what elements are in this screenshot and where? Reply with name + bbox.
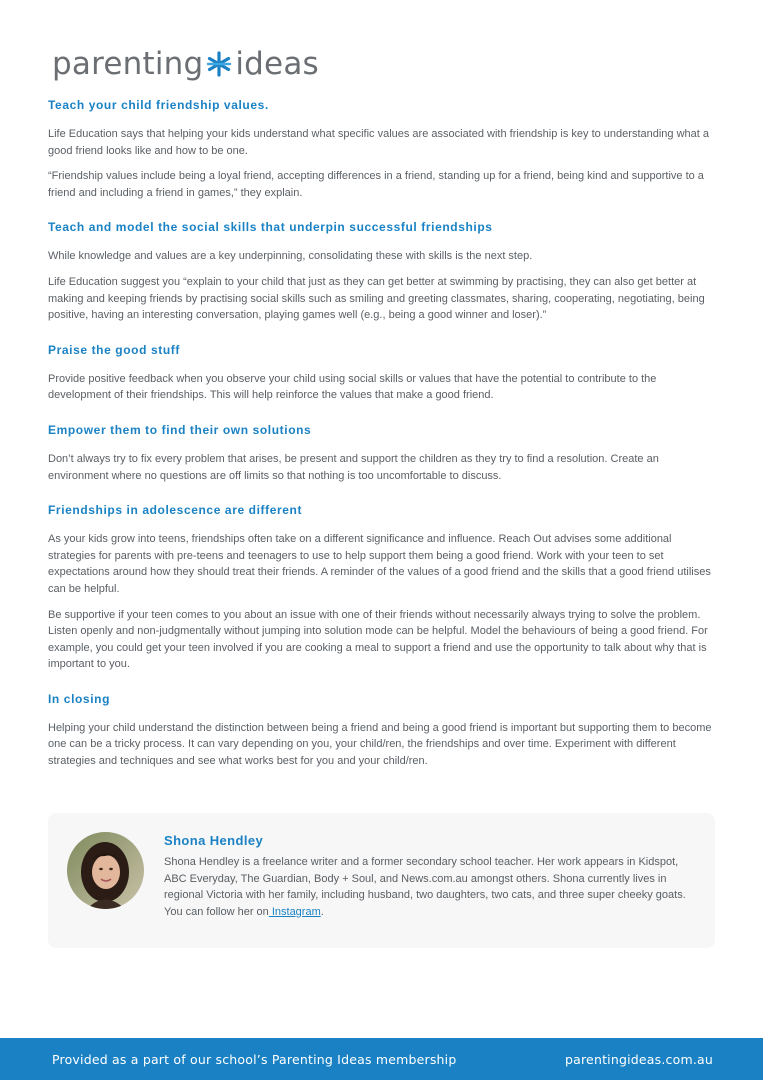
logo-text-right: ideas [235,46,319,82]
paragraph: As your kids grow into teens, friendships often take on a different significance and influence. Reach Out advises some additional strategies for parents with pre-teens and teenagers to use to help support them being a good friend. Work with your teen to set expectations around how they should treat their friends. A reminder of the values of a good friend and the skills that a good friend utilises can be helpful. [48,533,711,595]
paragraph: “Friendship values include being a loyal friend, accepting differences in a friend, standing up for a friend, being kind and supportive to a friend and including a friend in games,” they explain. [48,170,704,199]
author-name: Shona Hendley [164,833,264,848]
author-box [48,813,715,948]
section-adolescence [48,501,716,673]
paragraph: While knowledge and values are a key underpinning, consolidating these with skills is the next step. [48,250,533,263]
section-praise [48,341,716,404]
paragraph: Life Education says that helping your kids understand what specific values are associated with friendship is key to understanding what a good friend looks like and how to be one. [48,128,709,157]
parenting-ideas-logo [52,44,319,84]
section-heading: Empower them to find their own solutions [48,422,312,437]
section-heading: Teach and model the social skills that underpin successful friendships [48,220,493,235]
author-bio-text: Shona Hendley is a freelance writer and a former secondary school teacher. Her work appears in Kidspot, ABC Everyday, The Guardian, Body + Soul, and News.com.au amongst others. Shona currently lives in regional Victoria with her family, including husband, two daughters, two cats, and three super cheeky goats. You can follow her on [164,856,686,918]
section-heading: In closing [48,691,111,706]
author-bio-end: . [320,905,324,918]
author-details [164,831,694,920]
section-closing [48,690,716,770]
author-bio [164,854,694,920]
paragraph: Helping your child understand the distinction between being a friend and being a good friend is important but supporting them to become one can be a tricky process. It can vary depending on you, your child/ren, the friendships and over time. Experiment with different strategies and techniques and see what works best for you and your child/ren. [48,721,712,768]
paragraph: Provide positive feedback when you observe your child using social skills or values that have the potential to contribute to the development of their friendships. This will help reinforce the values that make a good friend. [48,372,657,402]
asterisk-star-icon [206,51,232,77]
article-body [48,96,716,770]
footer-bar [0,1038,763,1080]
paragraph: Life Education suggest you “explain to your child that just as they can get better at swimming by practising, they can also get better at making and keeping friends by practising social skills such as smiling and greeting classmates, sharing, cooperating, negotiating, being positive, having an interesting conversation, playing games well (e.g., being a good winner and loser).” [48,275,705,322]
section-social-skills [48,218,716,323]
footer-website[interactable]: parentingideas.com.au [565,1051,713,1067]
section-empower [48,421,716,484]
section-heading: Teach your child friendship values. [48,98,269,112]
section-friendship-values [48,96,716,201]
section-heading: Friendships in adolescence are different [48,503,303,518]
author-avatar [67,832,144,909]
logo-text-left: parenting [52,46,204,82]
paragraph: Don’t always try to fix every problem that arises, be present and support the children as they try to find a resolution. Create an environment where no questions are off limits so that nothing is too uncomfortable to discuss. [48,452,659,482]
paragraph: Be supportive if your teen comes to you about an issue with one of their friends without necessarily always trying to solve the problem. Listen openly and non-judgmentally without jumping into solution mode can be helpful. Model the behaviours of being a good friend. For example, you could get your teen involved if you are cooking a meal to support a friend and use the opportunity to talk about why that is important to you. [48,608,708,671]
footer-membership-text: Provided as a part of our school’s Parenting Ideas membership [52,1051,457,1067]
instagram-link[interactable]: Instagram [268,905,321,918]
section-heading: Praise the good stuff [48,342,180,357]
